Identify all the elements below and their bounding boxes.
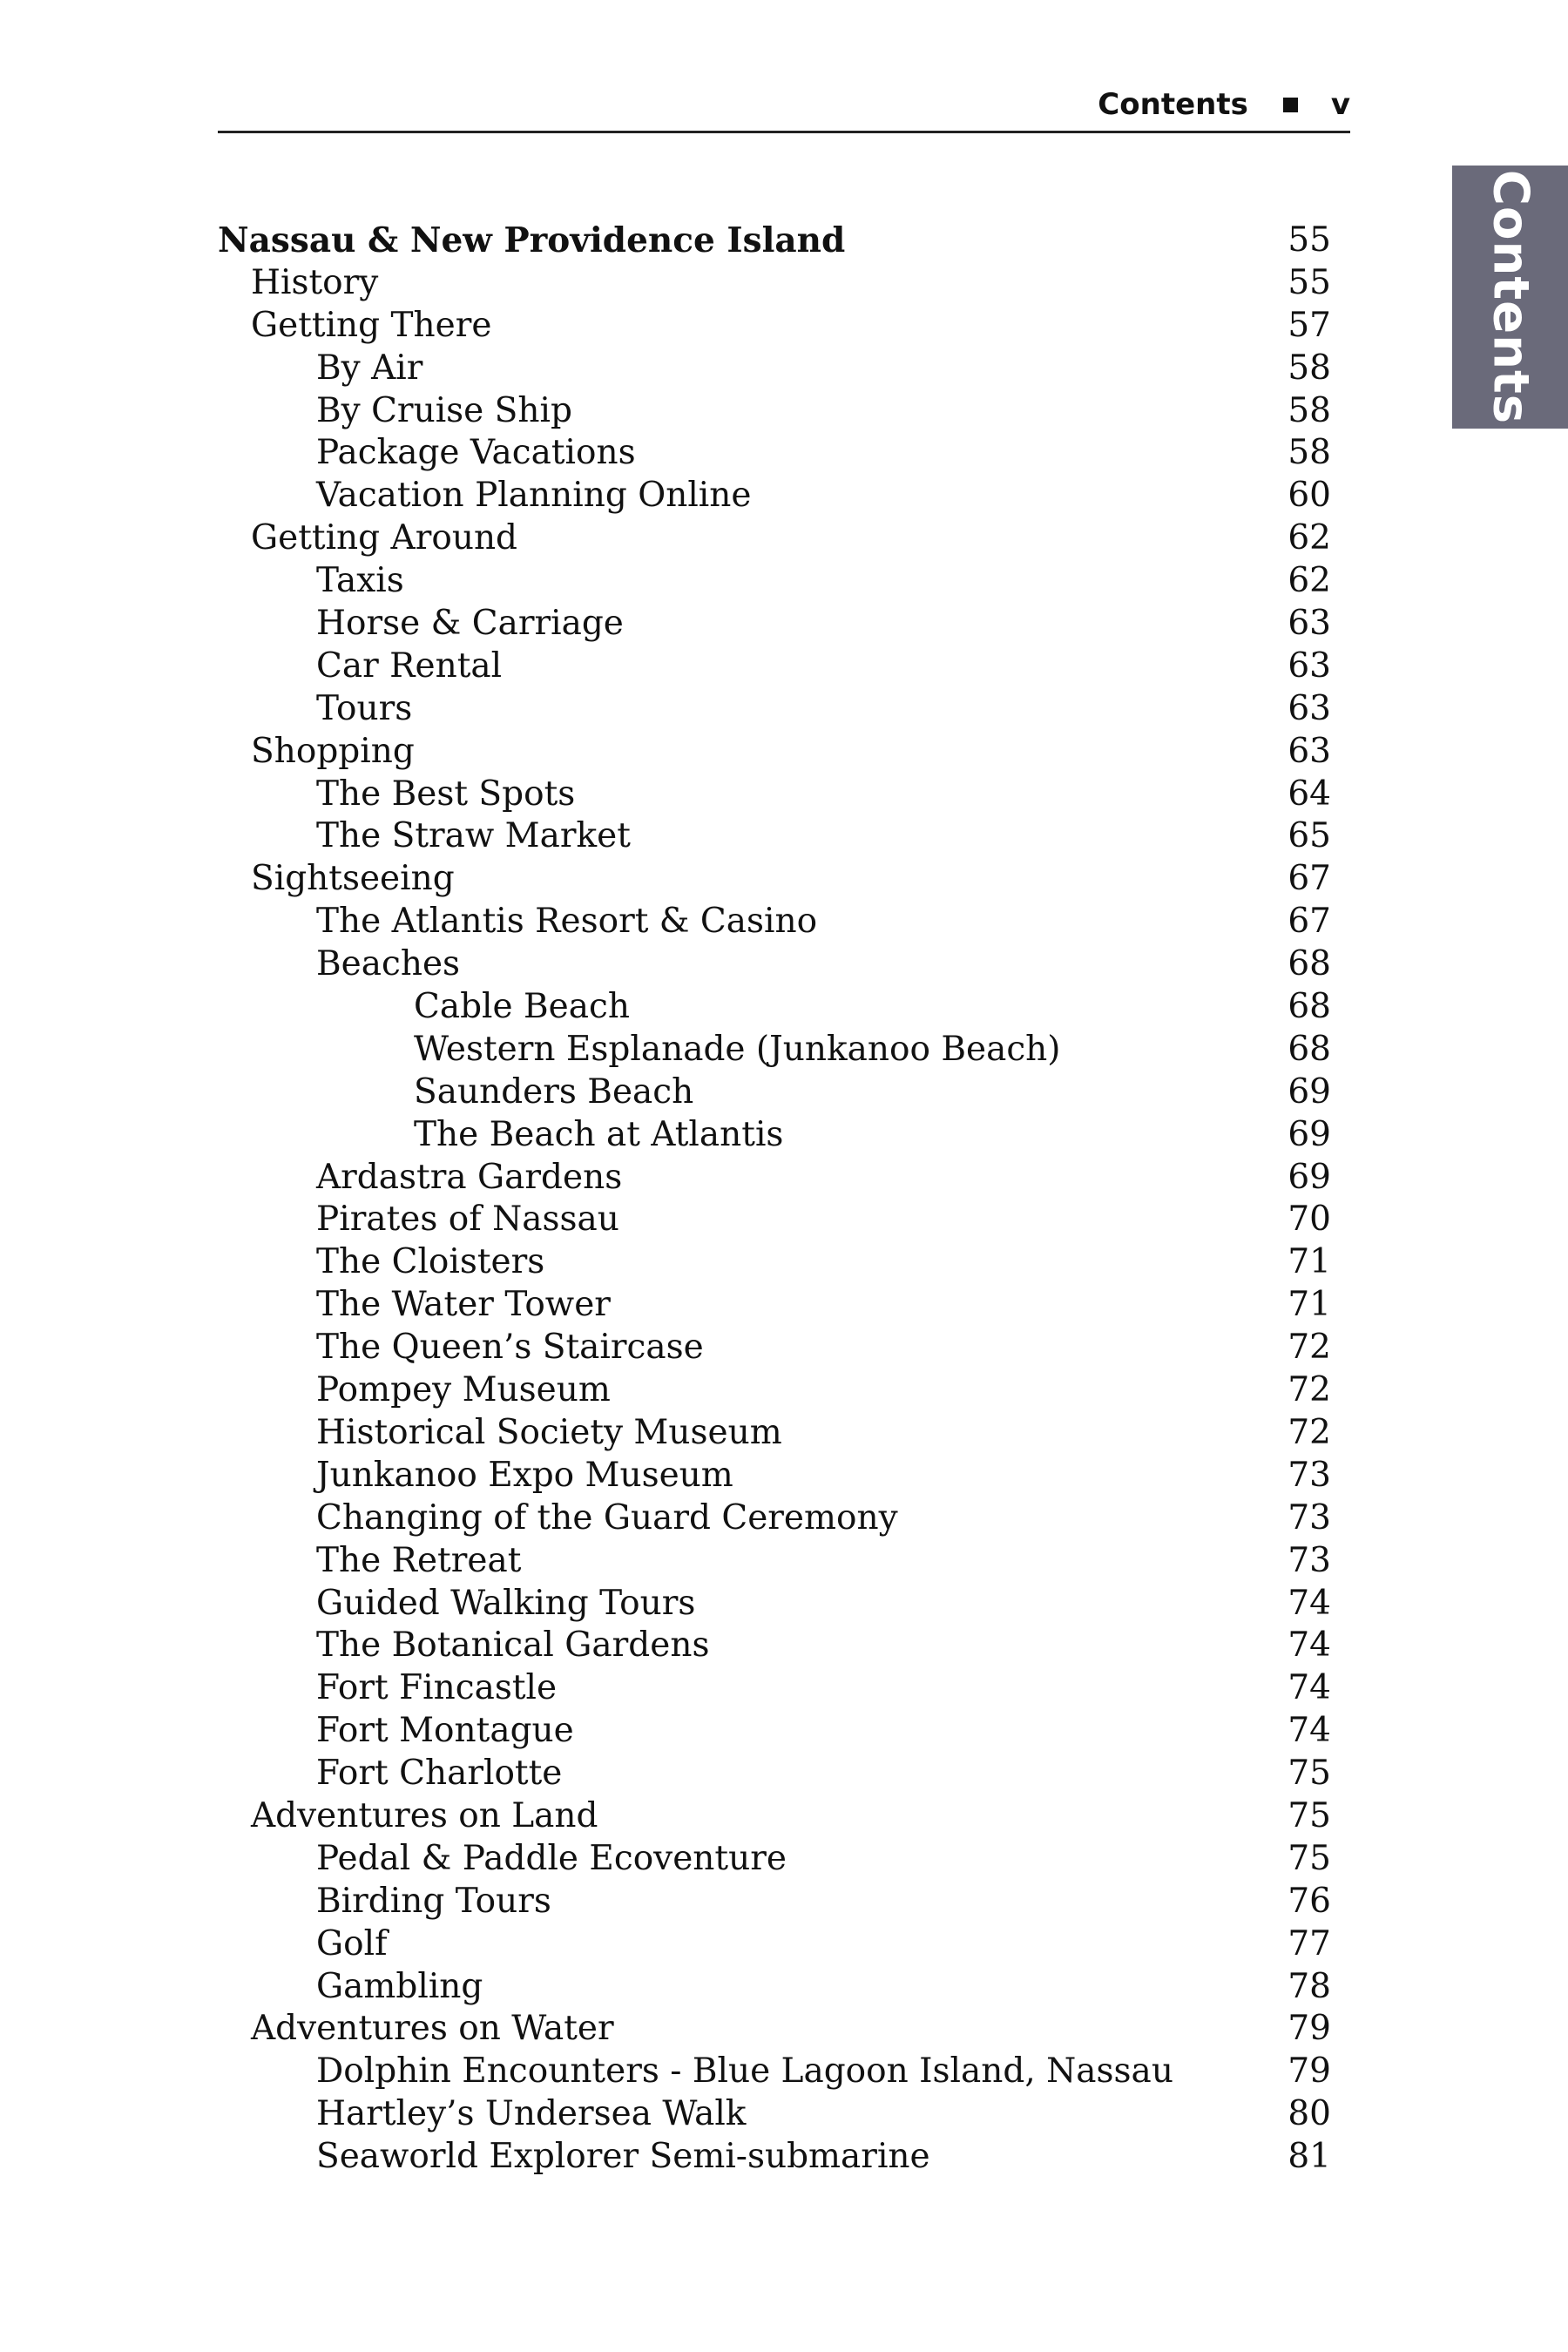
toc-entry: [218, 1838, 1331, 1881]
toc-entry: [218, 1923, 1331, 1966]
toc-entry-title: Ardastra Gardens: [316, 1157, 623, 1197]
toc-entry-page-number: 74: [1288, 1711, 1331, 1751]
toc-entry-title: The Water Tower: [316, 1285, 611, 1325]
toc-entry-page-number: 79: [1288, 2009, 1331, 2049]
toc-entry-title: Horse & Carriage: [316, 604, 624, 644]
toc-entry-page-number: 58: [1288, 390, 1331, 430]
toc-entry-page-number: 73: [1288, 1497, 1331, 1538]
toc-entry: [218, 220, 1331, 262]
toc-entry: [218, 1241, 1331, 1284]
running-header-text: [1098, 87, 1350, 122]
toc-entry-page-number: 72: [1288, 1370, 1331, 1410]
toc-entry: [218, 1966, 1331, 2009]
toc-entry-page-number: 62: [1288, 561, 1331, 601]
toc-entry-title: The Retreat: [316, 1540, 522, 1580]
toc-entry-title: Cable Beach: [414, 987, 630, 1027]
toc-entry: [218, 517, 1331, 560]
toc-entry-title: Birding Tours: [316, 1881, 551, 1921]
toc-entry-page-number: 60: [1288, 476, 1331, 516]
toc-entry: [218, 901, 1331, 943]
toc-entry-title: The Botanical Gardens: [316, 1625, 710, 1666]
toc-entry-page-number: 71: [1288, 1285, 1331, 1325]
toc-entry-page-number: 79: [1288, 2051, 1331, 2092]
toc-entry-title: Western Esplanade (Junkanoo Beach): [414, 1029, 1061, 1069]
toc-entry-page-number: 58: [1288, 348, 1331, 388]
toc-entry-title: Fort Charlotte: [316, 1754, 563, 1794]
toc-entry-page-number: 57: [1288, 305, 1331, 345]
running-header: [218, 80, 1350, 133]
toc-entry: [218, 1455, 1331, 1497]
toc-entry: [218, 348, 1331, 390]
table-of-contents: [218, 220, 1331, 2179]
toc-entry-title: Seaworld Explorer Semi-submarine: [316, 2137, 930, 2177]
toc-entry-title: Getting Around: [251, 518, 518, 558]
toc-entry-title: By Cruise Ship: [316, 390, 572, 430]
toc-entry-page-number: 76: [1288, 1881, 1331, 1921]
toc-entry-page-number: 70: [1288, 1200, 1331, 1240]
toc-entry: [218, 2136, 1331, 2179]
toc-entry-title: The Cloisters: [316, 1242, 545, 1282]
toc-entry: [218, 1753, 1331, 1795]
toc-entry: [218, 2051, 1331, 2093]
toc-entry: [218, 1327, 1331, 1369]
toc-entry-page-number: 63: [1288, 731, 1331, 771]
toc-entry-title: The Beach at Atlantis: [414, 1114, 784, 1154]
toc-entry: [218, 1497, 1331, 1540]
toc-entry-title: By Air: [316, 348, 423, 388]
toc-entry: [218, 1667, 1331, 1710]
toc-entry-title: Tours: [316, 688, 413, 728]
toc-entry: [218, 731, 1331, 774]
toc-entry: [218, 1625, 1331, 1667]
toc-entry-title: Changing of the Guard Ceremony: [316, 1497, 898, 1538]
toc-entry: [218, 262, 1331, 305]
toc-entry: [218, 1583, 1331, 1625]
toc-entry-title: Saunders Beach: [414, 1071, 694, 1112]
toc-entry-title: Shopping: [251, 731, 415, 771]
toc-entry-page-number: 78: [1288, 1966, 1331, 2006]
toc-entry-page-number: 67: [1288, 902, 1331, 942]
toc-entry-page-number: 72: [1288, 1328, 1331, 1368]
toc-entry-title: Beaches: [316, 944, 461, 984]
toc-entry: [218, 1795, 1331, 1838]
toc-entry-page-number: 80: [1288, 2094, 1331, 2134]
toc-entry: [218, 390, 1331, 433]
toc-entry: [218, 1114, 1331, 1157]
toc-entry-page-number: 73: [1288, 1540, 1331, 1580]
toc-entry: [218, 815, 1331, 858]
toc-entry-page-number: 75: [1288, 1795, 1331, 1835]
toc-entry-title: Pompey Museum: [316, 1370, 611, 1410]
toc-entry: [218, 1284, 1331, 1327]
toc-entry: [218, 1369, 1331, 1412]
toc-entry: [218, 2093, 1331, 2136]
toc-entry-title: Adventures on Water: [251, 2009, 614, 2049]
toc-entry-title: Taxis: [316, 561, 404, 601]
toc-entry-page-number: 64: [1288, 774, 1331, 814]
toc-entry: [218, 986, 1331, 1029]
toc-entry-title: Gambling: [316, 1966, 483, 2006]
toc-entry-page-number: 74: [1288, 1583, 1331, 1623]
toc-entry: [218, 475, 1331, 517]
toc-entry-page-number: 68: [1288, 1029, 1331, 1069]
toc-entry-title: Package Vacations: [316, 433, 636, 473]
header-section-title: Contents: [1098, 87, 1248, 122]
toc-entry-title: The Best Spots: [316, 774, 576, 814]
toc-entry: [218, 1881, 1331, 1923]
toc-entry: [218, 1157, 1331, 1200]
section-thumb-tab: [1452, 166, 1568, 429]
toc-entry: [218, 560, 1331, 603]
toc-entry-page-number: 77: [1288, 1923, 1331, 1963]
toc-entry-page-number: 72: [1288, 1412, 1331, 1452]
toc-entry-title: Pirates of Nassau: [316, 1200, 619, 1240]
toc-entry: [218, 858, 1331, 901]
toc-entry: [218, 1199, 1331, 1241]
toc-entry-page-number: 74: [1288, 1625, 1331, 1666]
toc-entry: [218, 1710, 1331, 1753]
toc-entry-title: The Straw Market: [316, 816, 631, 856]
toc-entry-page-number: 75: [1288, 1754, 1331, 1794]
toc-entry-page-number: 75: [1288, 1838, 1331, 1878]
toc-entry: [218, 1071, 1331, 1114]
toc-entry: [218, 1029, 1331, 1071]
toc-entry-title: Sightseeing: [251, 859, 455, 899]
toc-entry-page-number: 65: [1288, 816, 1331, 856]
toc-entry-title: Pedal & Paddle Ecoventure: [316, 1838, 787, 1878]
toc-entry-page-number: 68: [1288, 944, 1331, 984]
toc-entry-title: Junkanoo Expo Museum: [316, 1455, 733, 1495]
toc-entry-title: Historical Society Museum: [316, 1412, 782, 1452]
square-bullet-icon: [1283, 98, 1298, 112]
header-page-number: v: [1330, 87, 1350, 122]
toc-entry-title: The Atlantis Resort & Casino: [316, 902, 818, 942]
toc-entry: [218, 645, 1331, 688]
toc-entry-page-number: 67: [1288, 859, 1331, 899]
toc-entry-page-number: 63: [1288, 688, 1331, 728]
toc-entry-page-number: 55: [1288, 262, 1331, 302]
toc-entry-page-number: 73: [1288, 1455, 1331, 1495]
toc-entry-page-number: 62: [1288, 518, 1331, 558]
toc-entry: [218, 688, 1331, 731]
toc-entry-title: Hartley’s Undersea Walk: [316, 2094, 747, 2134]
toc-entry: [218, 432, 1331, 475]
toc-entry-page-number: 71: [1288, 1242, 1331, 1282]
toc-entry-title: Dolphin Encounters - Blue Lagoon Island, Nassau: [316, 2051, 1173, 2092]
toc-entry-title: Adventures on Land: [251, 1795, 598, 1835]
toc-entry-page-number: 63: [1288, 645, 1331, 686]
toc-entry-page-number: 81: [1288, 2137, 1331, 2177]
toc-entry-page-number: 68: [1288, 987, 1331, 1027]
toc-entry-page-number: 69: [1288, 1157, 1331, 1197]
toc-entry: [218, 1412, 1331, 1455]
toc-entry-title: Guided Walking Tours: [316, 1583, 696, 1623]
toc-entry: [218, 1540, 1331, 1583]
toc-entry-page-number: 74: [1288, 1668, 1331, 1708]
toc-entry-page-number: 63: [1288, 604, 1331, 644]
toc-entry-title: Getting There: [251, 305, 492, 345]
toc-entry-title: Nassau & New Providence Island: [218, 220, 846, 260]
toc-entry-title: Fort Montague: [316, 1711, 574, 1751]
toc-entry-page-number: 69: [1288, 1114, 1331, 1154]
toc-entry-title: History: [251, 262, 379, 302]
toc-entry-page-number: 69: [1288, 1071, 1331, 1112]
toc-entry: [218, 603, 1331, 645]
toc-entry: [218, 305, 1331, 348]
toc-entry: [218, 2008, 1331, 2051]
toc-entry-title: Fort Fincastle: [316, 1668, 558, 1708]
toc-entry-title: Golf: [316, 1923, 388, 1963]
toc-entry: [218, 774, 1331, 816]
toc-entry-page-number: 58: [1288, 433, 1331, 473]
toc-entry-title: Car Rental: [316, 645, 503, 686]
toc-entry-title: Vacation Planning Online: [316, 476, 752, 516]
toc-entry-page-number: 55: [1288, 220, 1331, 260]
toc-entry-title: The Queen’s Staircase: [316, 1328, 704, 1368]
toc-entry: [218, 943, 1331, 986]
section-thumb-tab-label: Contents: [1482, 169, 1538, 425]
